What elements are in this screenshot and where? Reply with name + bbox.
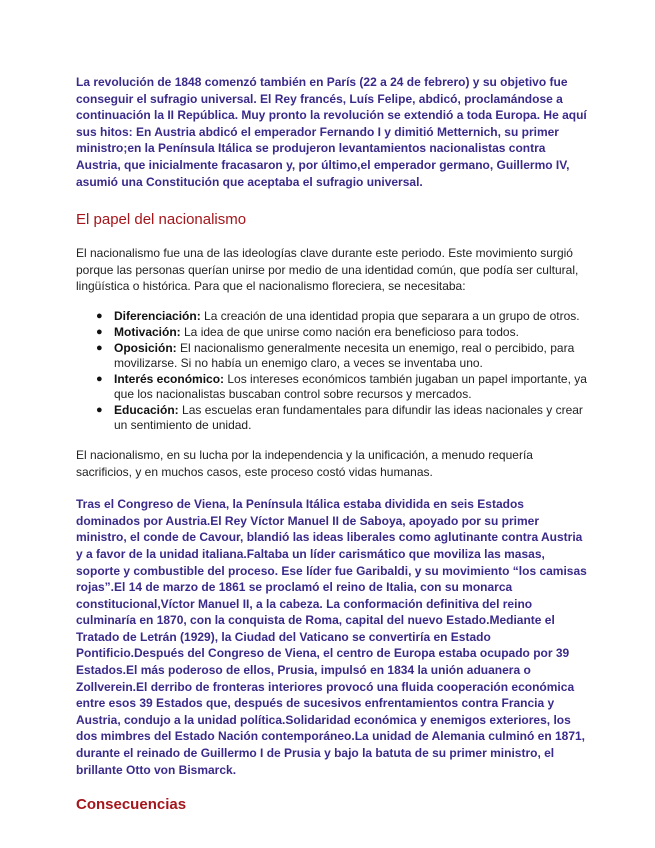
- list-item-term: Educación:: [114, 402, 179, 417]
- list-item: [76, 341, 588, 371]
- list-item-text: Los intereses económicos también jugaban un papel importante, ya que los nacionalistas buscaban control sobre recursos y mercados.: [114, 371, 587, 401]
- list-item-text: La idea de que unirse como nación era beneficioso para todos.: [180, 324, 519, 339]
- list-item: [76, 403, 588, 433]
- nationalism-closing-paragraph: El nacionalismo, en su lucha por la independencia y la unificación, a menudo requería sacrificios, y en muchos casos, este proceso costó vidas humanas.: [76, 447, 533, 479]
- consequences-heading: Consecuencias: [76, 796, 187, 814]
- list-item-term: Interés económico:: [114, 371, 225, 386]
- list-item-term: Oposición:: [114, 340, 177, 355]
- bullet-icon: ●: [96, 372, 103, 385]
- document-page: [76, 74, 588, 813]
- list-item: [76, 325, 588, 340]
- list-item-term: Diferenciación:: [114, 308, 201, 323]
- nationalism-intro-paragraph: El nacionalismo fue una de las ideologías clave durante este periodo. Este movimiento surgió porque las personas querían unirse por medio de una identidad común, que podía ser cultural, lingüística o histórica. Para que el nacionalismo floreciera, se necesitaba:: [76, 246, 579, 294]
- list-item-text: El nacionalismo generalmente necesita un enemigo, real o percibido, para movilizarse. Si no había un enemigo claro, a veces se inventaba uno.: [114, 340, 575, 370]
- nationalism-requirements-list: [76, 309, 588, 433]
- nationalism-heading: El papel del nacionalismo: [76, 211, 247, 229]
- list-item-text: La creación de una identidad propia que separara a un grupo de otros.: [200, 308, 580, 323]
- list-item: [76, 372, 588, 402]
- list-item: [76, 309, 588, 324]
- bullet-icon: ●: [96, 341, 103, 354]
- bullet-icon: ●: [96, 309, 103, 322]
- bullet-icon: ●: [96, 403, 103, 416]
- bullet-icon: ●: [96, 325, 103, 338]
- revolution-1848-paragraph: La revolución de 1848 comenzó también en París (22 a 24 de febrero) y su objetivo fue conseguir el sufragio universal. El Rey francés, Luís Felipe, abdicó, proclamándose a continuación la II República. Muy pronto la revolución se extendió a toda Europa. He aquí sus hitos: En Austria abdicó el emperador Fernando I y dimitió Metternich, su primer ministro;en la Península Itálica se produjeron levantamientos nacionalistas contra Austria, que inicialmente fracasaron y, por último,el emperador germano, Guillermo IV, asumió una Constitución que aceptaba el sufragio universal.: [76, 75, 587, 189]
- list-item-text: Las escuelas eran fundamentales para difundir las ideas nacionales y crear un sentimiento de unidad.: [114, 402, 583, 432]
- list-item-term: Motivación:: [114, 324, 181, 339]
- unification-paragraph: Tras el Congreso de Viena, la Península Itálica estaba dividida en seis Estados dominados por Austria.El Rey Víctor Manuel II de Saboya, apoyado por su primer ministro, el conde de Cavour, blandió las ideas liberales como aglutinante contra Austria y a favor de la unidad italiana.Faltaba un líder carismático que moviliza las masas, soporte y combustible del proceso. Ese líder fue Garibaldi, y su movimiento “los camisas rojas”.El 14 de marzo de 1861 se proclamó el reino de Italia, con su monarca constitucional,Víctor Manuel II, a la cabeza. La conformación definitiva del reino culminaría en 1870, con la conquista de Roma, capital del nuevo Estado.Mediante el Tratado de Letrán (1929), la Ciudad del Vaticano se convertiría en Estado Pontificio.Después del Congreso de Viena, el centro de Europa estaba ocupado por 39 Estados.El más poderoso de ellos, Prusia, impulsó en 1834 la unión aduanera o Zollverein.El derribo de fronteras interiores provocó una fluida cooperación económica entre esos 39 Estados que, después de sucesivos enfrentamientos contra Francia y Austria, condujo a la unidad política.Solidaridad económica y enemigos exteriores, los dos mimbres del Estado Nación contemporáneo.La unidad de Alemania culminó en 1871, durante el reinado de Guillermo I de Prusia y bajo la batuta de su primer ministro, el brillante Otto von Bismarck.: [76, 497, 587, 777]
